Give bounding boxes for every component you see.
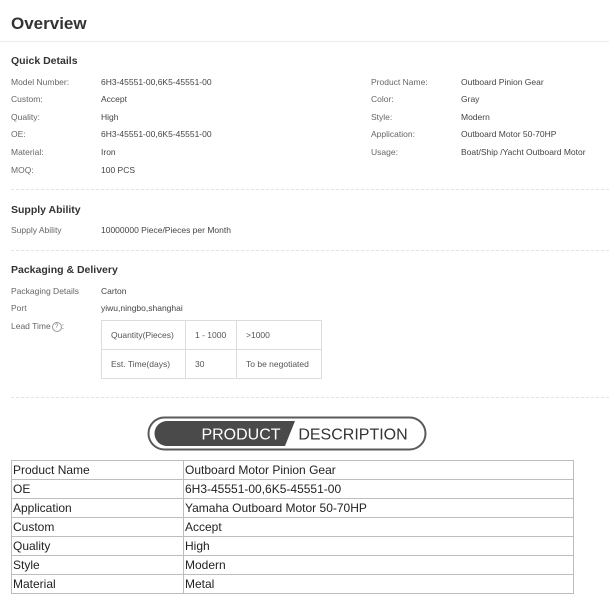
- detail-label: OE:: [11, 129, 26, 139]
- spec-value: Metal: [184, 575, 574, 594]
- section-divider: [11, 250, 609, 251]
- detail-label: Color:: [371, 94, 394, 104]
- table-cell: To be negotiated: [237, 350, 322, 379]
- spec-value: Modern: [184, 556, 574, 575]
- detail-value: Outboard Pinion Gear: [461, 77, 544, 87]
- detail-label: MOQ:: [11, 165, 34, 175]
- lead-time-table: [101, 320, 322, 379]
- table-cell: Est. Time(days): [102, 350, 186, 379]
- spec-label: Style: [12, 556, 184, 575]
- section-divider: [11, 189, 609, 190]
- table-row: [12, 537, 574, 556]
- table-cell: >1000: [237, 321, 322, 350]
- detail-value: Gray: [461, 94, 480, 104]
- supply-ability-value: 10000000 Piece/Pieces per Month: [101, 225, 231, 235]
- title-divider: [0, 41, 609, 42]
- detail-value: 100 PCS: [101, 165, 136, 175]
- table-row: [12, 499, 574, 518]
- page-title: Overview: [11, 14, 87, 33]
- detail-value: Modern: [461, 112, 490, 122]
- detail-label: Application:: [371, 129, 415, 139]
- detail-label: Custom:: [11, 94, 43, 104]
- question-icon[interactable]: ?: [52, 322, 62, 332]
- lead-time-label: Lead Time ? :: [11, 321, 65, 331]
- detail-value: 6H3-45551-00,6K5-45551-00: [101, 129, 212, 139]
- banner-product-text: PRODUCT: [201, 426, 281, 444]
- quick-details-title: Quick Details: [11, 55, 78, 67]
- table-cell: 30: [186, 350, 237, 379]
- spec-value: 6H3-45551-00,6K5-45551-00: [184, 480, 574, 499]
- supply-ability-label: Supply Ability: [11, 225, 62, 235]
- detail-value: Boat/Ship /Yacht Outboard Motor: [461, 147, 586, 157]
- detail-label: Material:: [11, 147, 44, 157]
- lead-time-text: Lead Time: [11, 321, 51, 331]
- banner-description-text: DESCRIPTION: [298, 426, 408, 444]
- supply-ability-title: Supply Ability: [11, 204, 81, 216]
- detail-value: High: [101, 112, 119, 122]
- spec-label: Application: [12, 499, 184, 518]
- table-row: [12, 480, 574, 499]
- detail-value: 6H3-45551-00,6K5-45551-00: [101, 77, 212, 87]
- spec-label: Product Name: [12, 461, 184, 480]
- table-cell: Quantity(Pieces): [102, 321, 186, 350]
- section-divider: [11, 397, 609, 398]
- spec-label: Quality: [12, 537, 184, 556]
- packaging-delivery-title: Packaging & Delivery: [11, 264, 118, 276]
- table-row: [12, 575, 574, 594]
- port-value: yiwu,ningbo,shanghai: [101, 303, 183, 313]
- detail-label: Product Name:: [371, 77, 428, 87]
- table-row: [102, 321, 322, 350]
- table-row: [12, 556, 574, 575]
- table-cell: 1 - 1000: [186, 321, 237, 350]
- packaging-details-label: Packaging Details: [11, 286, 80, 296]
- spec-value: High: [184, 537, 574, 556]
- spec-table: [11, 460, 574, 594]
- detail-label: Quality:: [11, 112, 40, 122]
- table-row: [12, 518, 574, 537]
- detail-value: Accept: [101, 94, 127, 104]
- spec-label: Material: [12, 575, 184, 594]
- table-row: [12, 461, 574, 480]
- detail-label: Usage:: [371, 147, 398, 157]
- detail-value: Outboard Motor 50-70HP: [461, 129, 557, 139]
- spec-label: Custom: [12, 518, 184, 537]
- spec-value: Outboard Motor Pinion Gear: [184, 461, 574, 480]
- detail-label: Style:: [371, 112, 393, 122]
- spec-value: Accept: [184, 518, 574, 537]
- product-description-banner: [147, 416, 427, 451]
- table-row: [102, 350, 322, 379]
- spec-label: OE: [12, 480, 184, 499]
- detail-value: Iron: [101, 147, 116, 157]
- spec-value: Yamaha Outboard Motor 50-70HP: [184, 499, 574, 518]
- detail-label: Model Number:: [11, 77, 70, 87]
- packaging-details-value: Carton: [101, 286, 127, 296]
- port-label: Port: [11, 303, 27, 313]
